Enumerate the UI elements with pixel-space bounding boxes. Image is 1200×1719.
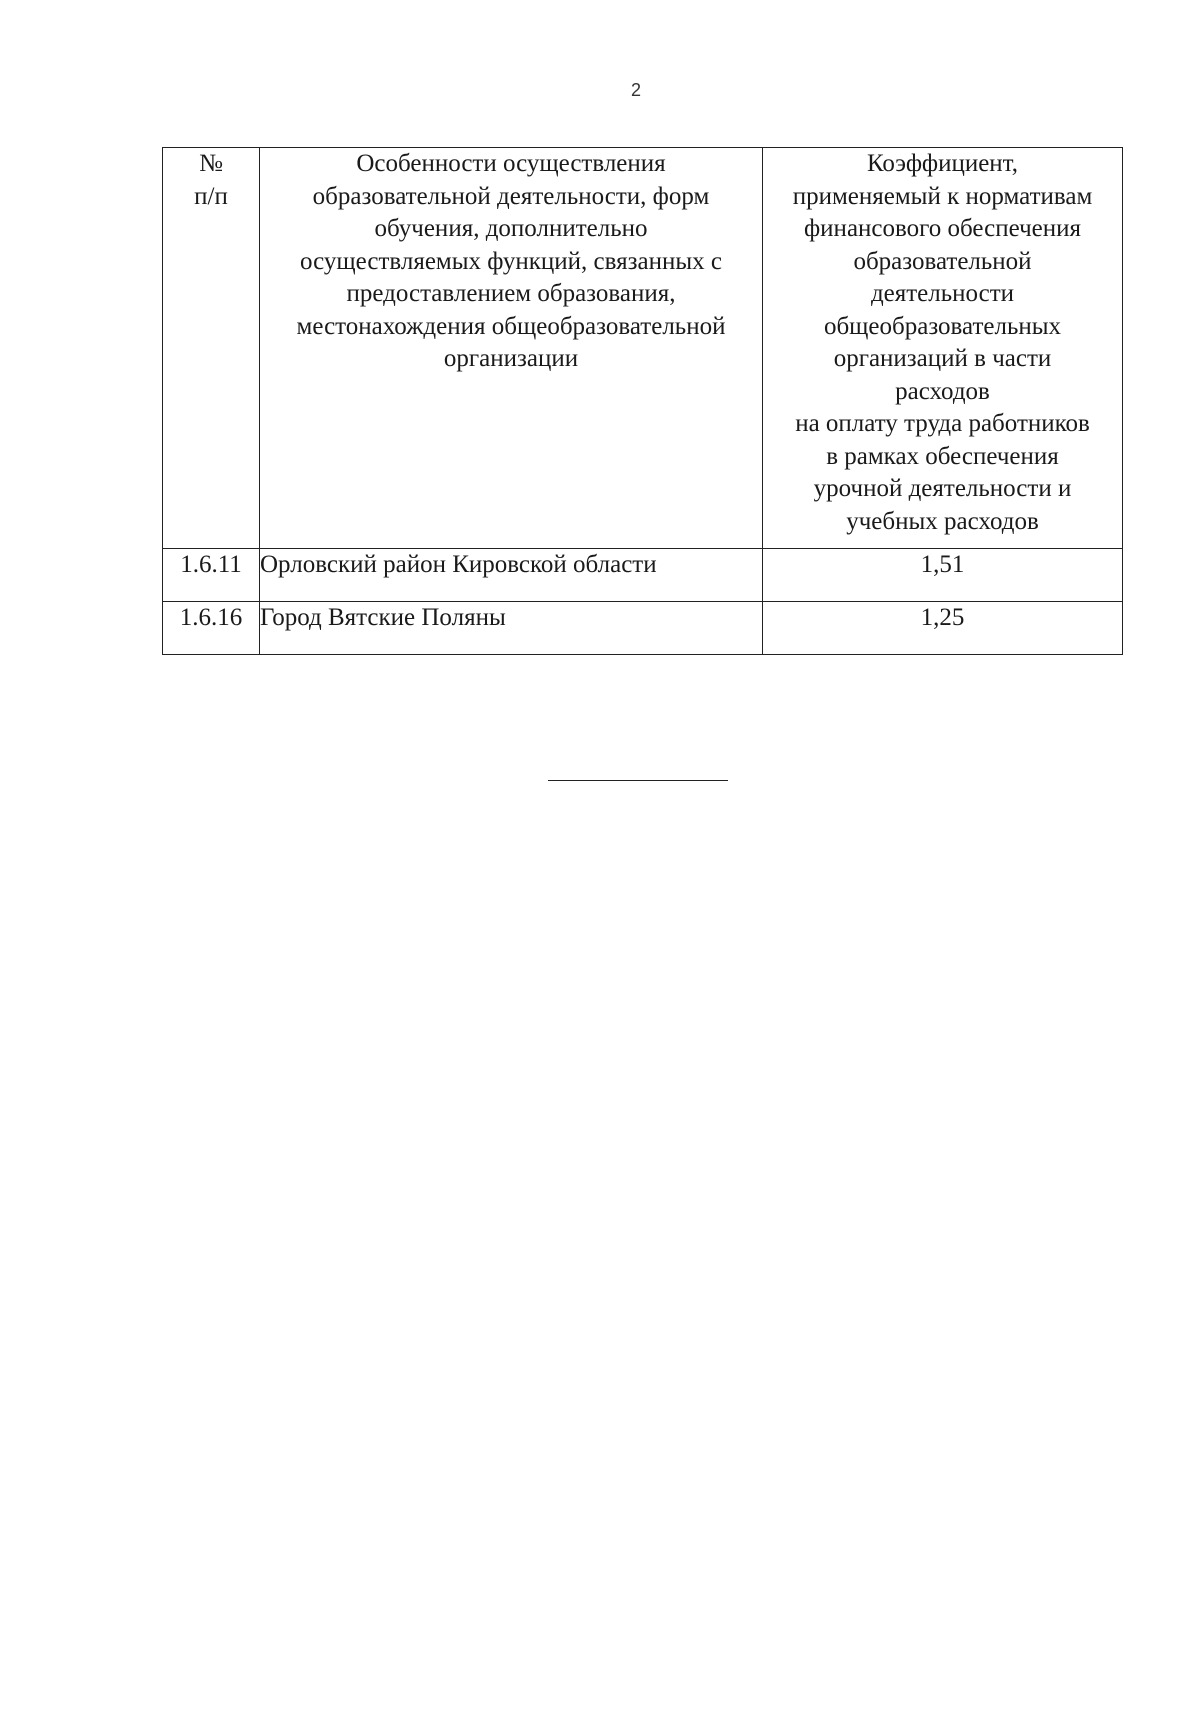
header-coefficient-line: финансового обеспечения [803,215,1082,242]
header-coefficient-line: деятельности [870,280,1015,307]
header-coefficient-line: применяемый к нормативам [792,182,1093,210]
header-coefficient-line: на оплату труда работников [795,410,1090,437]
table-row [163,602,1123,655]
header-description-line: предоставлением образования, [346,280,676,307]
header-description-line: образовательной деятельности, форм [312,182,710,210]
header-description-line: местонахождения общеобразовательной [296,312,726,340]
header-description-line: организации [443,345,579,372]
row-number: 1.6.16 [163,602,260,655]
row-name: Орловский район Кировской области [260,549,763,602]
header-coefficient-line: Коэффициент, [867,150,1018,177]
header-description-line: обучения, дополнительно [374,215,648,242]
page-number: 2 [630,80,641,100]
header-coefficient-line: расходов [895,377,990,405]
header-coefficient-line: в рамках обеспечения [826,442,1059,470]
header-coefficient-line: учебных расходов [846,507,1039,535]
row-coefficient: 1,51 [763,549,1123,602]
header-description [260,148,763,549]
header-coefficient-line: организаций в части [833,345,1052,372]
header-number [163,148,260,549]
row-name: Город Вятские Поляны [260,602,763,655]
table-row [163,549,1123,602]
header-coefficient-line: урочной деятельности и [813,475,1072,502]
header-coefficient-line: образовательной [853,247,1032,275]
coefficients-table [162,147,1123,655]
header-number-abbrev: п/п [194,182,228,210]
table-header-row [163,148,1123,549]
row-coefficient: 1,25 [763,602,1123,655]
row-number: 1.6.11 [163,549,260,602]
header-number-symbol: № [199,150,223,177]
header-description-line: осуществляемых функций, связанных с [300,247,722,275]
header-description-line: Особенности осуществления [356,150,666,177]
header-coefficient [763,148,1123,549]
end-of-document-rule [548,780,728,781]
header-coefficient-line: общеобразовательных [823,312,1062,340]
